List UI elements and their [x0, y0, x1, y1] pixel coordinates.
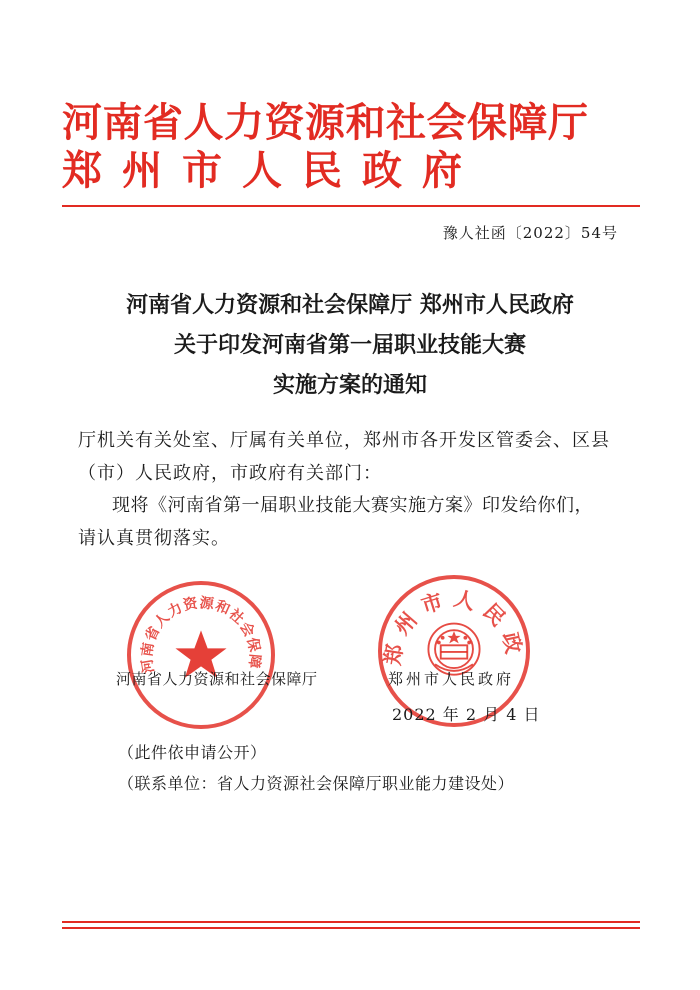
national-emblem-icon: [428, 624, 479, 675]
body-paragraph-line-2: 请认真贯彻落实。: [78, 528, 230, 549]
title-line-2: 关于印发河南省第一届职业技能大赛: [173, 333, 526, 358]
recipients-line-1: 厅机关有关处室、厅属有关单位，郑州市各开发区管委会、区县: [78, 430, 610, 451]
body-paragraph-line-1: 现将《河南省第一届职业技能大赛实施方案》印发给你们，: [112, 495, 593, 516]
footer-red-rule-2: [62, 927, 640, 929]
footer-red-rule-1: [62, 921, 640, 923]
seal-zhengzhou-text: 郑州市人民政府: [367, 560, 528, 667]
official-seal-hrss: [123, 573, 275, 729]
recipients-line-2: （市）人民政府，市政府有关部门：: [78, 463, 382, 484]
issuer-name-zhengzhou: 郑州市人民政府: [62, 148, 482, 194]
contact-note: （联系单位：省人力资源社会保障厅职业能力建设处）: [118, 774, 515, 793]
disclosure-note: （此件依申请公开）: [118, 743, 267, 762]
document-number: 豫人社函〔2022〕54号: [442, 224, 618, 242]
title-line-1: 河南省人力资源和社会保障厅 郑州市人民政府: [126, 293, 574, 318]
seal-hrss-text: 河南省人力资源和社会保障厅: [123, 573, 263, 675]
signer-zhengzhou: 郑州市人民政府: [388, 670, 515, 688]
seal-hrss-graphic: [123, 573, 271, 725]
header-red-rule: [62, 205, 640, 207]
signer-hrss: 河南省人力资源和社会保障厅: [116, 670, 318, 688]
issuer-name-hrss: 河南省人力资源和社会保障厅: [62, 100, 589, 146]
signature-date: 2022 年 2 月 4 日: [392, 705, 541, 724]
title-line-3: 实施方案的通知: [272, 373, 427, 398]
